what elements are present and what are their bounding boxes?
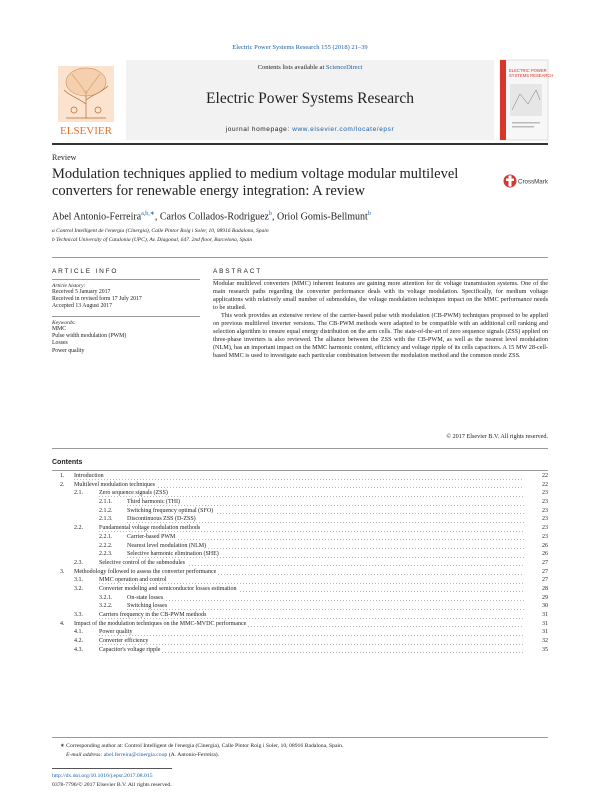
keyword: Power quality <box>52 347 85 354</box>
keyword: MMC <box>52 326 67 332</box>
toc-entry-title-text: Capacitor's voltage ripple <box>99 646 161 653</box>
section-divider <box>52 448 548 449</box>
toc-entry-title-text: Discontinuous ZSS (D-ZSS) <box>127 516 196 523</box>
toc-entry-title[interactable] <box>127 533 524 542</box>
article-history <box>52 283 202 311</box>
contents-heading: Contents <box>52 459 83 466</box>
toc-entry-title-text: Impact of the modulation techniques on the MMC-MVDC performance <box>74 620 247 627</box>
toc-entry[interactable] <box>52 524 548 533</box>
toc-entry-title[interactable] <box>127 498 524 507</box>
contents-rule <box>52 737 548 738</box>
toc-entry[interactable] <box>52 542 548 551</box>
toc-entry-title[interactable] <box>127 515 524 524</box>
toc-entry-title-text: Converter efficiency <box>99 638 149 645</box>
toc-entry-page: 30 <box>542 603 548 610</box>
toc-entry[interactable] <box>52 602 548 611</box>
history-entry: Received 5 January 2017 <box>52 289 111 295</box>
article-type: Review <box>52 153 77 162</box>
toc-entry-title-text: On-state losses <box>127 594 164 601</box>
toc-entry-title-text: Zero sequence signals (ZSS) <box>99 490 168 497</box>
toc-entry[interactable] <box>52 611 548 620</box>
email-link[interactable]: abel.ferreira@cinergia.coop <box>103 752 168 758</box>
toc-entry-number: 3.2. <box>74 585 83 592</box>
toc-entry-page: 23 <box>542 499 548 506</box>
journal-title: Electric Power Systems Research <box>206 90 414 107</box>
article-info-heading: ARTICLE INFO <box>52 268 119 275</box>
toc-entry-page: 31 <box>542 620 548 627</box>
author-affiliation-marker[interactable]: a,b,∗ <box>141 211 155 217</box>
toc-entry[interactable] <box>52 559 548 568</box>
toc-entry-title[interactable] <box>74 620 524 629</box>
toc-entry-title[interactable] <box>99 628 524 637</box>
toc-entry-title[interactable] <box>99 646 524 655</box>
journal-cover-image <box>500 60 554 140</box>
toc-entry-page: 27 <box>542 577 548 584</box>
abstract-paragraph: This work provides an extensive review of the carrier-based pulse with modulation (CB-PWM) techniques proposed to be applied on previous multilevel inverter versions. The CB-PWM methods were adapted to be compatible with an additional cell ranking and selection algorithm to ensure equal energy distribution on the arm cells. The state-of-the-art of zero sequence signals (ZSS) applied on three-phase inverters is also reviewed. The alliance between the ZSS with the CB-PWM, as well as the nearest level modulation (NLM), has an important impact on the MMC harmonic content, efficiency and voltage ripple of its cells capacitors. A 15 MW 28-cell-based MMC is used to investigate each particular combination between the modulation method and the common mode ZSS. <box>213 312 548 360</box>
keywords-label: Keywords: <box>52 320 76 326</box>
toc-entry-title[interactable] <box>74 481 524 490</box>
author-name[interactable]: Carlos Collados-Rodriguez <box>159 211 269 223</box>
toc-entry-title[interactable] <box>99 576 524 585</box>
toc-entry-page: 29 <box>542 594 548 601</box>
toc-entry-number: 2. <box>60 481 65 488</box>
footnote-rule <box>52 768 172 769</box>
toc-entry-title-text: Converter modeling and semiconductor losses estimation <box>99 585 237 592</box>
toc-entry-number: 2.1.1. <box>99 499 113 506</box>
toc-entry-number: 4.1. <box>74 629 83 636</box>
toc-entry-number: 2.2. <box>74 525 83 532</box>
abstract-paragraph: Modular multilevel converters (MMC) inherent features are gaining more attention for dc voltage transmission systems. One of the main research paths regarding the converter performance deals with its voltage modulation. Specifically, for medium voltage applications with relatively small number of submodules, the voltage modulation techniques impact on the MMC performance needs to be studied. <box>213 280 548 312</box>
toc-entry-title[interactable] <box>127 507 524 516</box>
toc-entry-title-text: Selective control of the submodules <box>99 559 185 566</box>
email-note <box>66 752 219 758</box>
toc-entry-page: 26 <box>542 542 548 549</box>
toc-entry-title[interactable] <box>127 542 524 551</box>
author-list <box>52 210 371 222</box>
toc-entry[interactable] <box>52 533 548 542</box>
author-name[interactable]: Abel Antonio-Ferreira <box>52 211 142 223</box>
toc-entry-number: 3. <box>60 568 65 575</box>
toc-entry-page: 35 <box>542 646 548 653</box>
toc-entry[interactable] <box>52 489 548 498</box>
toc-entry-number: 2.1.3. <box>99 516 113 523</box>
toc-entry[interactable] <box>52 481 548 490</box>
toc-entry-title-text: MMC operation and control <box>99 577 167 584</box>
toc-entry[interactable] <box>52 646 548 655</box>
toc-entry-title-text: Carriers frequency in the CB-PWM methods <box>99 612 207 618</box>
toc-entry-title[interactable] <box>74 568 524 577</box>
history-entry: Accepted 13 August 2017 <box>52 303 113 310</box>
crossmark-badge[interactable] <box>503 172 551 190</box>
toc-entry-title[interactable] <box>99 637 524 646</box>
contents-rule <box>52 470 548 471</box>
toc-entry-page: 23 <box>542 490 548 497</box>
toc-entry-number: 2.3. <box>74 559 83 566</box>
toc-entry[interactable] <box>52 498 548 507</box>
toc-entry-title[interactable] <box>99 611 524 620</box>
toc-entry-page: 26 <box>542 551 548 558</box>
author-affiliation-marker[interactable]: b <box>367 211 371 217</box>
author-separator: , <box>154 211 160 223</box>
toc-entry-page: 22 <box>542 481 548 488</box>
toc-entry-number: 2.1.2. <box>99 507 113 514</box>
toc-entry-title-text: Switching frequency optimal (SFO) <box>127 507 214 514</box>
toc-entry-number: 4.3. <box>74 646 83 653</box>
corresponding-author-note: ∗ Corresponding author at: Control Intelligent de l'energia (Cinergia), Calle Pintor Roig i Soler, 10, 08916 Badalona, Spain. <box>60 743 344 749</box>
contents-prefix: Contents lists available at <box>257 64 325 71</box>
toc-entry-page: 23 <box>542 533 548 540</box>
crossmark-label: CrossMark <box>518 178 548 186</box>
toc-entry[interactable] <box>52 585 548 594</box>
article-info-rule <box>52 316 200 317</box>
affiliation: b Technical University of Catalonia (UPC), Av. Diagonal, 647. 2nd floor, Barcelona, Spain <box>52 237 253 243</box>
keyword: Losses <box>52 340 68 347</box>
history-entry: Received in revised form 17 July 2017 <box>52 296 142 303</box>
toc-entry-title-text: Nearest level modulation (NLM) <box>127 542 207 549</box>
elsevier-logo <box>52 60 120 140</box>
toc-entry[interactable] <box>52 472 548 481</box>
toc-entry-title-text: Carrier-based PWM <box>127 533 176 540</box>
toc-entry-page: 31 <box>542 612 548 618</box>
email-suffix: (A. Antonio-Ferreira). <box>168 752 220 758</box>
journal-reference-link[interactable]: Electric Power Systems Research 155 (2018) 21–39 <box>232 44 368 51</box>
toc-entry-number: 3.1. <box>74 577 83 584</box>
homepage-link[interactable]: www.elsevier.com/locate/epsr <box>292 126 395 133</box>
toc-entry[interactable] <box>52 515 548 524</box>
journal-homepage <box>126 126 494 133</box>
toc-entry[interactable] <box>52 594 548 603</box>
toc-entry-title[interactable] <box>127 594 524 603</box>
toc-entry-page: 27 <box>542 559 548 566</box>
toc-entry-number: 3.2.1. <box>99 594 113 601</box>
toc-entry-title-text: Fundamental voltage modulation methods <box>99 525 201 532</box>
toc-entry-title-text: Methodology followed to assess the converter performance <box>74 568 217 575</box>
toc-entry[interactable] <box>52 637 548 646</box>
elsevier-wordmark: ELSEVIER <box>60 125 112 137</box>
copyright-notice: © 2017 Elsevier B.V. All rights reserved. <box>446 433 548 440</box>
svg-text:SYSTEMS RESEARCH: SYSTEMS RESEARCH <box>509 73 554 78</box>
author-separator: , <box>272 211 277 223</box>
toc-entry-number: 3.3. <box>74 612 83 618</box>
email-label: E-mail address: <box>66 752 103 758</box>
author-affiliation-marker[interactable]: b <box>269 211 272 217</box>
abstract-body <box>213 280 548 360</box>
toc-entry[interactable] <box>52 568 548 577</box>
toc-entry-number: 2.2.2. <box>99 542 113 549</box>
toc-entry-title-text: Third harmonic (THI) <box>127 499 180 506</box>
toc-entry-page: 23 <box>542 516 548 523</box>
toc-entry-number: 4.2. <box>74 638 83 645</box>
toc-entry-title-text: Selective harmonic elimination (SHE) <box>127 551 219 558</box>
issn-line: 0378-7796/© 2017 Elsevier B.V. All rights reserved. <box>52 782 172 788</box>
history-label: Article history: <box>52 283 86 289</box>
toc-entry-title[interactable] <box>99 524 524 533</box>
toc-entry-title[interactable] <box>74 472 524 481</box>
keyword: Pulse width modulation (PWM) <box>52 333 127 340</box>
article-info-rule <box>52 279 200 280</box>
toc-entry-number: 2.2.1. <box>99 533 113 540</box>
author-name[interactable]: Oriol Gomis-Bellmunt <box>277 211 368 223</box>
toc-entry-title[interactable] <box>127 602 524 611</box>
toc-entry[interactable] <box>52 550 548 559</box>
abstract-heading: ABSTRACT <box>213 268 263 275</box>
doi-link[interactable]: http://dx.doi.org/10.1016/j.epsr.2017.08.015 <box>52 773 153 779</box>
toc-entry-page: 31 <box>542 629 548 636</box>
toc-entry-page: 28 <box>542 585 548 592</box>
toc-entry[interactable] <box>52 576 548 585</box>
toc-entry-title[interactable] <box>99 585 524 594</box>
toc-entry-title-text: Introduction <box>74 473 104 479</box>
toc-entry-title[interactable] <box>127 550 524 559</box>
toc-entry-title[interactable] <box>99 559 524 568</box>
toc-entry-title-text: Switching losses <box>127 603 168 610</box>
toc-entry-page: 23 <box>542 525 548 532</box>
toc-entry-title-text: Power quality <box>99 629 133 636</box>
toc-entry-page: 32 <box>542 638 548 645</box>
toc-entry-title-text: Multilevel modulation techniques <box>74 481 155 488</box>
toc-entry-number: 2.1. <box>74 490 83 497</box>
table-of-contents <box>52 472 548 654</box>
toc-entry-page: 23 <box>542 507 548 514</box>
toc-entry[interactable] <box>52 628 548 637</box>
article-title: Modulation techniques applied to medium voltage modular multilevel converters for renewable energy integration: A review <box>52 166 459 199</box>
toc-entry[interactable] <box>52 507 548 516</box>
toc-entry-number: 2.2.3. <box>99 551 113 558</box>
toc-entry-page: 22 <box>542 473 548 479</box>
toc-entry-title[interactable] <box>99 489 524 498</box>
affiliation: a Control Intelligent de l'energia (Cinergia), Calle Pintor Roig i Soler, 10, 08916 Badalona, Spain <box>52 228 269 234</box>
sciencedirect-link[interactable]: ScienceDirect <box>325 64 363 71</box>
keywords <box>52 320 202 355</box>
svg-text:ELECTRIC POWER: ELECTRIC POWER <box>509 68 547 73</box>
header-divider <box>52 143 548 145</box>
section-divider <box>52 257 548 258</box>
toc-entry-number: 3.2.2. <box>99 603 113 610</box>
toc-entry[interactable] <box>52 620 548 629</box>
toc-entry-number: 4. <box>60 620 65 627</box>
toc-entry-page: 27 <box>542 568 548 575</box>
toc-entry-number: 1. <box>60 473 65 479</box>
contents-availability <box>126 64 494 71</box>
homepage-prefix: journal homepage: <box>225 126 290 133</box>
